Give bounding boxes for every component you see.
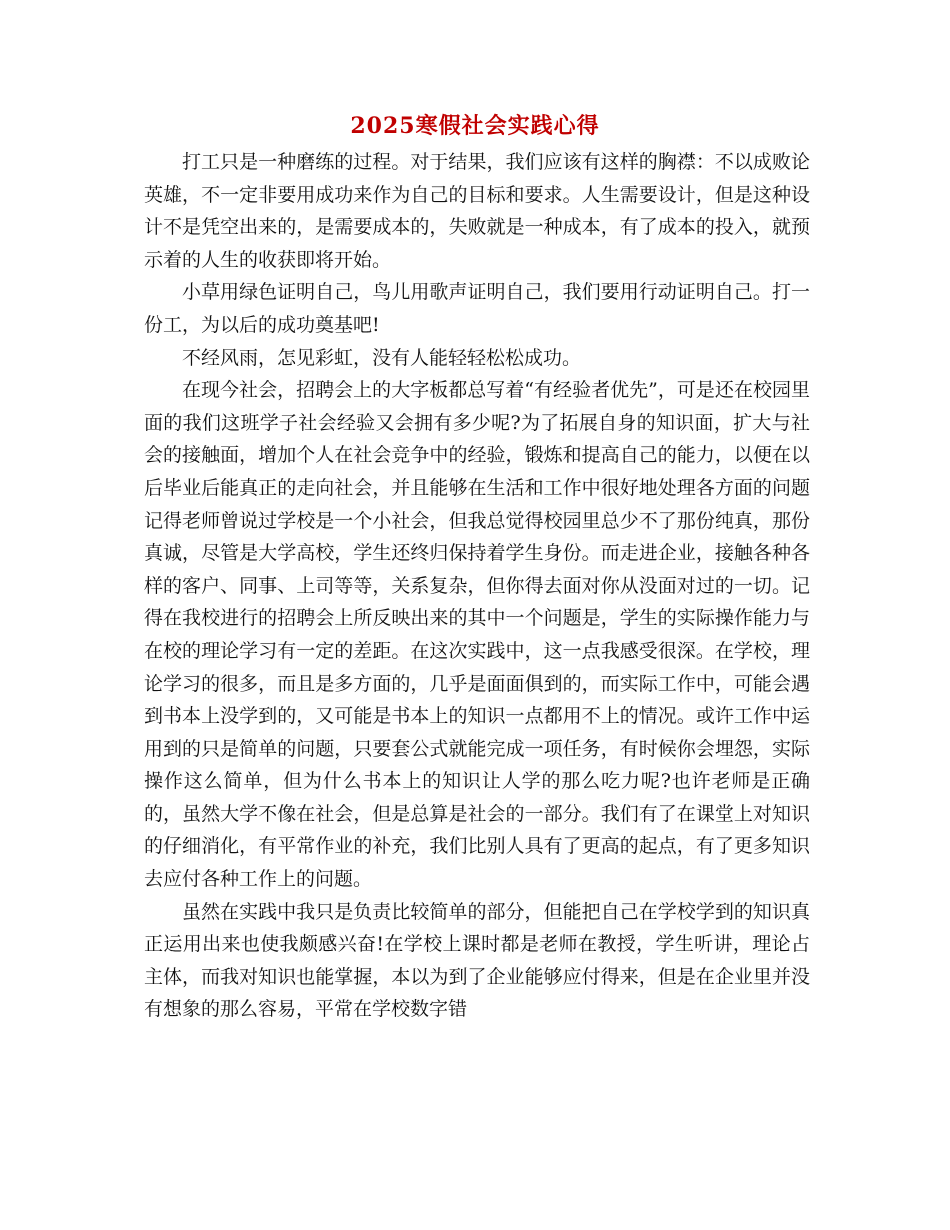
paragraph-1: 打工只是一种磨练的过程。对于结果，我们应该有这样的胸襟：不以成败论英雄，不一定非要用成功来作为自己的目标和要求。人生需要设计，但是这种设计不是凭空出来的，是需要成本的，失败就是一种成本，有了成本的投入，就预示着的人生的收获即将开始。 — [144, 151, 810, 271]
paragraph-5: 虽然在实践中我只是负责比较简单的部分，但能把自己在学校学到的知识真正运用出来也使我颇感兴奋!在学校上课时都是老师在教授，学生听讲，理论占主体，而我对知识也能掌握，本以为到了企业能够应付得来，但是在企业里并没有想象的那么容易，平常在学校数字错 — [144, 900, 810, 1021]
paragraph-2: 小草用绿色证明自己，鸟儿用歌声证明自己，我们要用行动证明自己。打一份工，为以后的成功奠基吧! — [144, 281, 810, 336]
document-body — [144, 146, 810, 1026]
document-title: 2025寒假社会实践心得 — [350, 113, 600, 139]
paragraph-3: 不经风雨，怎见彩虹，没有人能轻轻松松成功。 — [182, 346, 582, 369]
paragraph-4: 在现今社会，招聘会上的大字板都总写着“有经验者优先”，可是还在校园里面的我们这班学子社会经验又会拥有多少呢?为了拓展自身的知识面，扩大与社会的接触面，增加个人在社会竞争中的经验，锻炼和提高自己的能力，以便在以后毕业后能真正的走向社会，并且能够在生活和工作中很好地处理各方面的问题记得老师曾说过学校是一个小社会，但我总觉得校园里总少不了那份纯真，那份真诚，尽管是大学高校，学生还终归保持着学生身份。而走进企业，接触各种各样的客户、同事、上司等等，关系复杂，但你得去面对你从没面对过的一切。记得在我校进行的招聘会上所反映出来的其中一个问题是，学生的实际操作能力与在校的理论学习有一定的差距。在这次实践中，这一点我感受很深。在学校，理论学习的很多，而且是多方面的，几乎是面面俱到的，而实际工作中，可能会遇到书本上没学到的，又可能是书本上的知识一点都用不上的情况。或许工作中运用到的只是简单的问题，只要套公式就能完成一项任务，有时候你会埋怨，实际操作这么简单，但为什么书本上的知识让人学的那么吃力呢?也许老师是正确的，虽然大学不像在社会，但是总算是社会的一部分。我们有了在课堂上对知识的仔细消化，有平常作业的补充，我们比别人具有了更高的起点，有了更多知识去应付各种工作上的问题。 — [144, 379, 810, 891]
